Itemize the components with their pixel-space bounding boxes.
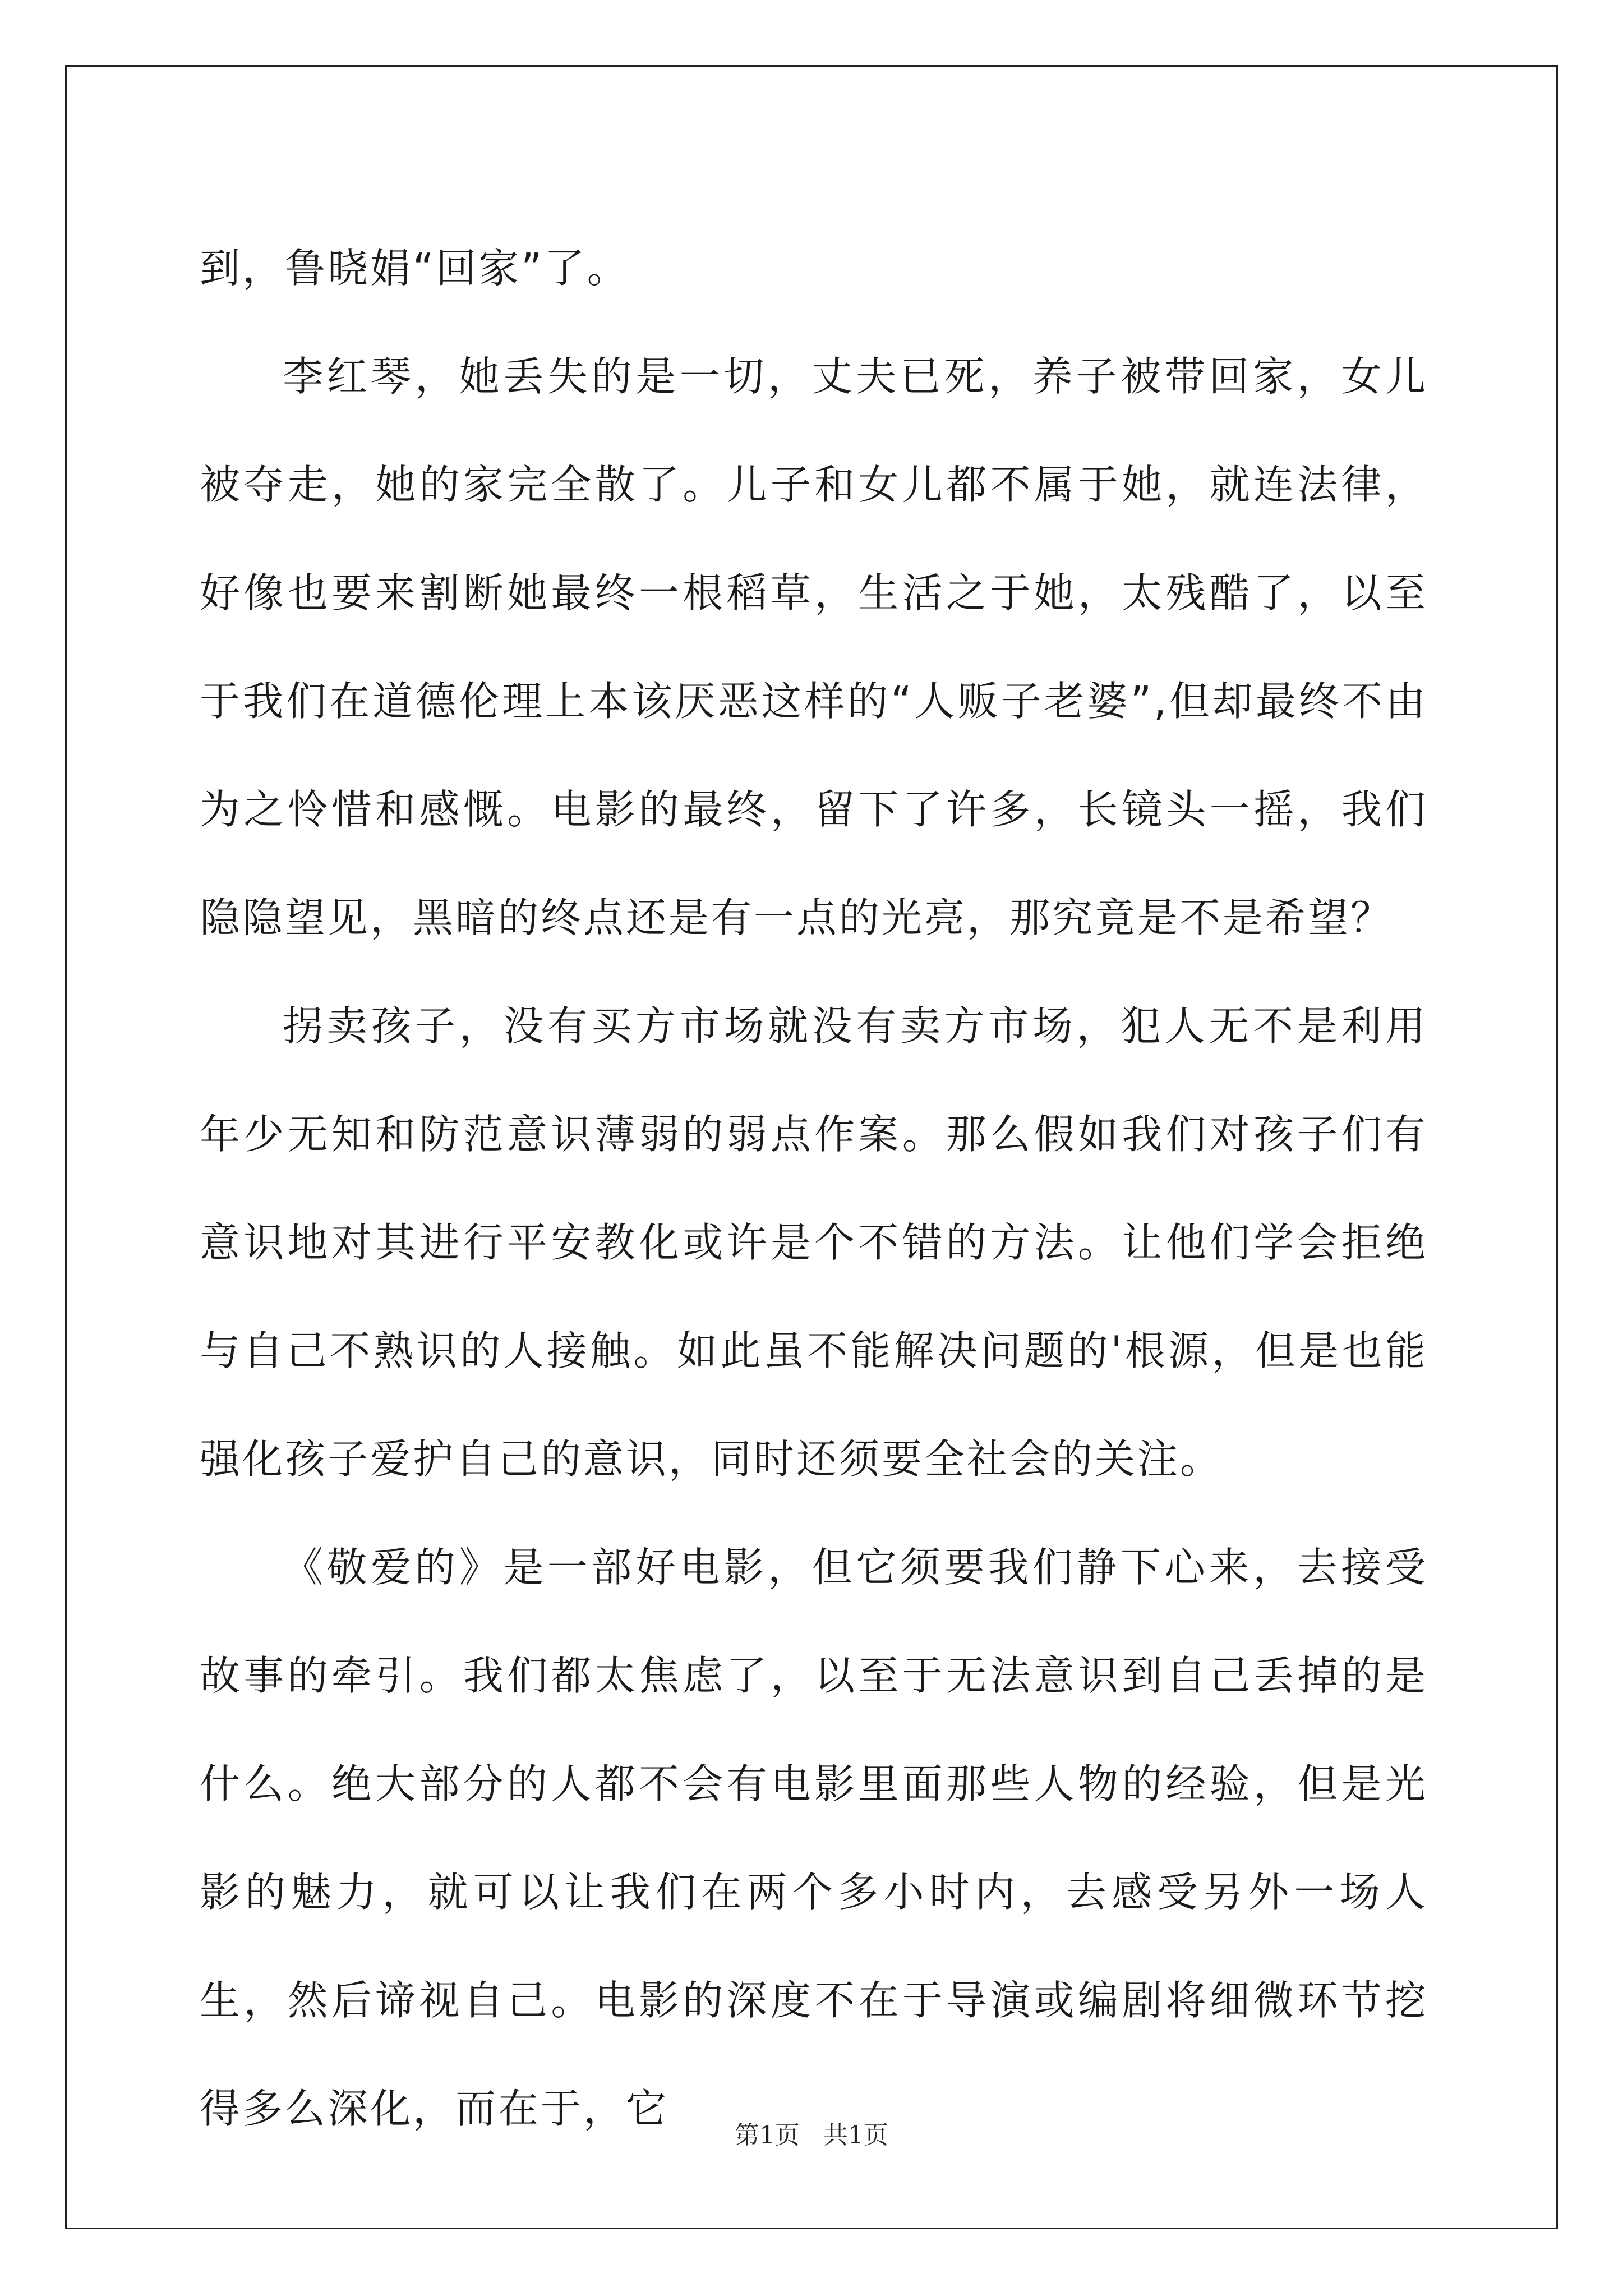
- page-number: 第1页: [735, 2121, 800, 2150]
- paragraph-4: 《敬爱的》是一部好电影，但它须要我们静下心来，去接受故事的牵引。我们都太焦虑了，以至于无法意识到自己丢掉的是什么。绝大部分的人都不会有电影里面那些人物的经验，但是光影的魅力，就可以让我们在两个多小时内，去感受另外一场人生，然后谛视自己。电影的深度不在于导演或编剧将细微环节挖得多么深化，而在于，它: [200, 1544, 1428, 2132]
- paragraph-2: 李红琴，她丢失的是一切，丈夫已死，养子被带回家，女儿被夺走，她的家完全散了。儿子和女儿都不属于她，就连法律，好像也要来割断她最终一根稻草，生活之于她，太残酷了，以至于我们在道德伦理上本该厌恶这样的“人贩子老婆”,但却最终不由为之怜惜和感慨。电影的最终，留下了许多，长镜头一摇，我们隐隐望见，黑暗的终点还是有一点的光亮，那究竟是不是希望？: [200, 353, 1428, 941]
- document-body: [200, 214, 1428, 2163]
- page-total: 共1页: [823, 2121, 888, 2150]
- paragraph-1: 到，鲁晓娟“回家”了。: [200, 245, 630, 292]
- paragraph-3: 拐卖孩子，没有买方市场就没有卖方市场，犯人无不是利用年少无知和防范意识薄弱的弱点作案。那么假如我们对孩子们有意识地对其进行平安教化或许是个不错的方法。让他们学会拒绝与自己不熟识的人接触。如此虽不能解决问题的'根源，但是也能强化孩子爱护自己的意识，同时还须要全社会的关注。: [200, 1002, 1428, 1483]
- page-footer: [0, 2115, 1623, 2151]
